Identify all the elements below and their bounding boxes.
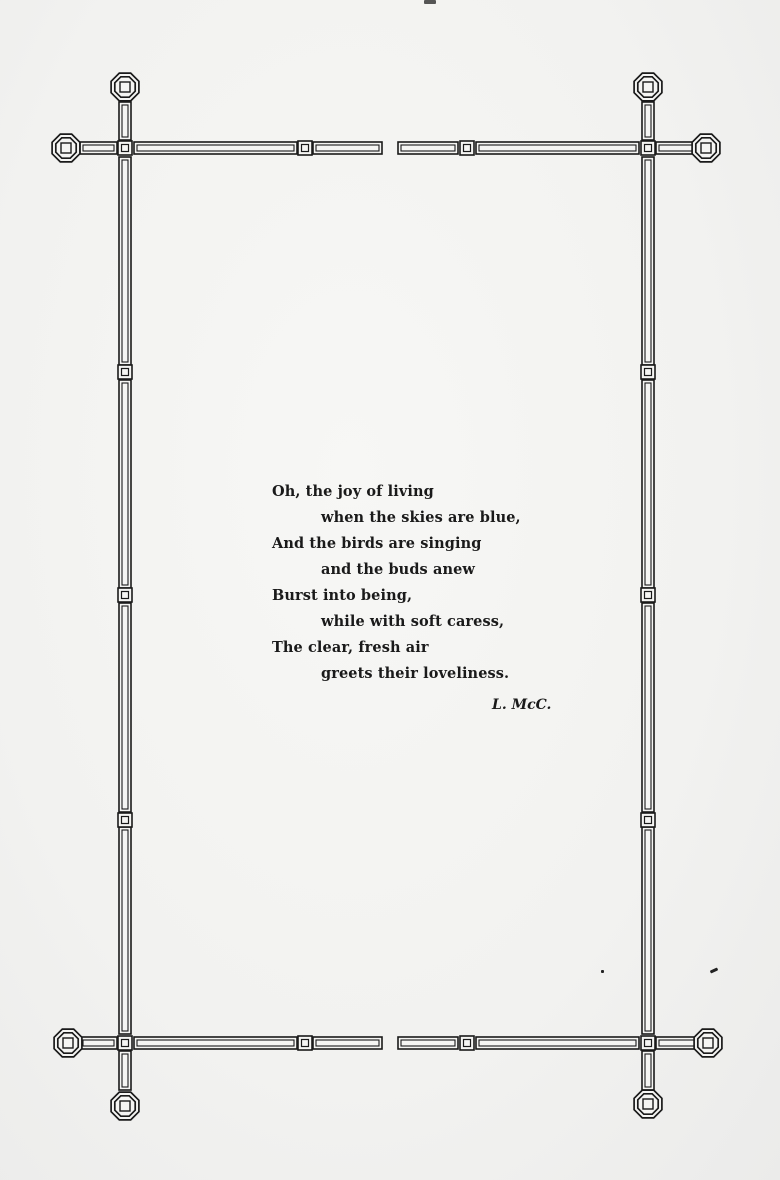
frame-knot — [298, 1036, 312, 1050]
frame-knot — [641, 813, 655, 827]
corner-rosette-center — [61, 143, 71, 153]
poem-signature: L. McC. — [492, 697, 552, 713]
frame-bar — [642, 827, 654, 1034]
frame-bar — [80, 142, 117, 154]
poem-line: when the skies are blue, — [321, 509, 521, 526]
frame-bar — [642, 157, 654, 365]
frame-bar — [119, 1051, 131, 1090]
poem-line: while with soft caress, — [321, 613, 505, 630]
corner-rosette-center — [703, 1038, 713, 1048]
poem-line: The clear, fresh air — [272, 639, 429, 656]
frame-knot — [641, 365, 655, 379]
corner-rosette-center — [643, 1099, 653, 1109]
poem-line: And the birds are singing — [272, 535, 482, 552]
frame-bar — [119, 157, 131, 365]
frame-bar — [134, 142, 297, 154]
frame-knot — [298, 141, 312, 155]
ink-speck — [601, 970, 604, 973]
frame-bar — [642, 1051, 654, 1090]
frame-bar — [398, 1037, 458, 1049]
poem — [272, 479, 572, 687]
corner-rosette-center — [63, 1038, 73, 1048]
frame-bar — [119, 380, 131, 588]
frame-bar — [476, 142, 639, 154]
frame-knot — [641, 588, 655, 602]
frame-knot — [118, 141, 132, 155]
frame-knot — [460, 141, 474, 155]
frame-knot — [118, 365, 132, 379]
frame-knot — [118, 813, 132, 827]
frame-bar — [313, 142, 382, 154]
corner-rosette-center — [701, 143, 711, 153]
frame-bar — [119, 102, 131, 140]
frame-knot — [118, 1036, 132, 1050]
frame-bar — [398, 142, 458, 154]
frame-bar — [642, 603, 654, 812]
frame-knot — [641, 1036, 655, 1050]
poem-line: and the buds anew — [321, 561, 476, 578]
frame-knot — [460, 1036, 474, 1050]
frame-bar — [119, 603, 131, 812]
frame-bar — [642, 102, 654, 140]
frame-bar — [313, 1037, 382, 1049]
poem-line: greets their loveliness. — [321, 665, 510, 682]
corner-rosette-center — [120, 1101, 130, 1111]
frame-knot — [641, 141, 655, 155]
frame-knot — [118, 588, 132, 602]
frame-bar — [119, 827, 131, 1034]
frame-bar — [80, 1037, 117, 1049]
poem-line: Oh, the joy of living — [272, 483, 434, 500]
corner-rosette-center — [120, 82, 130, 92]
ink-speck — [424, 0, 436, 4]
corner-rosette-center — [643, 82, 653, 92]
frame-bar — [642, 380, 654, 588]
frame-bar — [476, 1037, 639, 1049]
poem-line: Burst into being, — [272, 587, 413, 604]
frame-bar — [134, 1037, 297, 1049]
